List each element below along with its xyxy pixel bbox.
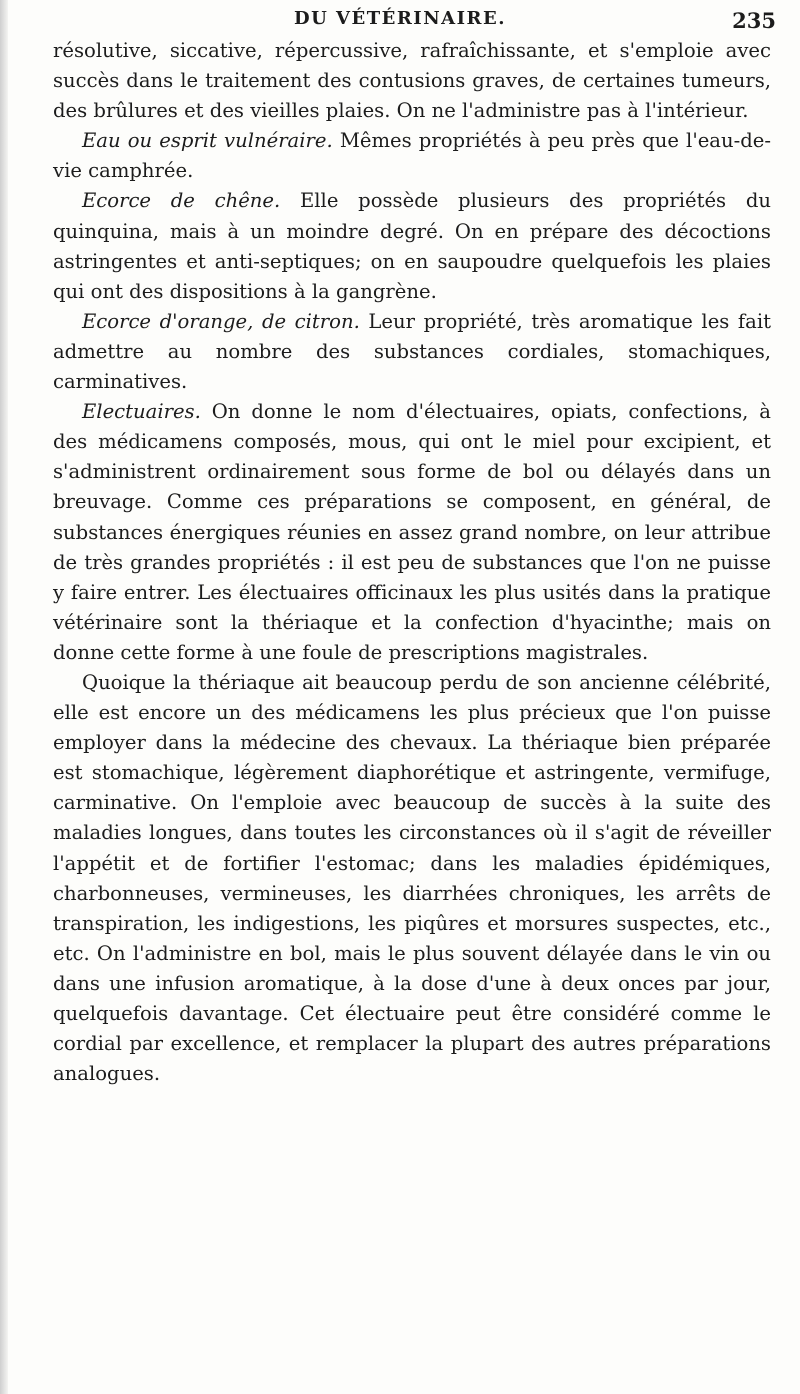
paragraph-eau-vulneraire (53, 126, 771, 186)
paragraph-text: résolutive, siccative, répercussive, rafraîchissante, et s'emploie avec succès dans le traitement des contusions graves, de certaines tumeurs, des brûlures et des vieilles plaies. On ne l'administre pas à l'intérieur. (53, 39, 771, 123)
running-head (0, 8, 800, 38)
running-title: DU VÉTÉRINAIRE. (293, 8, 507, 29)
paragraph-text: Leur propriété, très aromatique les fait admettre au nombre des substances cordiales, stomachiques, carminatives. (53, 309, 772, 394)
paragraph-text: Mêmes propriétés à peu près que l'eau-de-vie camphrée. (53, 129, 771, 183)
paragraph-theriaque (53, 668, 771, 1089)
entry-term: Ecorce de chêne. (82, 189, 281, 213)
page-gutter (0, 0, 8, 1394)
entry-term: Eau ou esprit vulnéraire. (82, 129, 333, 153)
page-number: 235 (732, 8, 776, 33)
paragraph-continuation (53, 36, 771, 126)
paragraph-text: On donne le nom d'électuaires, opiats, confections, à des médicamens composés, mous, qui ont le miel pour excipient, et s'administrent ordinairement sous forme de bol ou délayés dans un breuvage. Comme ces préparations se composent, en général, de substances énergiques réunies en assez grand nombre, on leur attribue de très grandes propriétés : il est peu de substances que l'on ne puisse y faire entrer. Les électuaires officinaux les plus usités dans la pratique vétérinaire sont la thériaque et la confection d'hyacinthe; mais on donne cette forme à une foule de prescriptions magistrales. (53, 400, 771, 664)
body-text (53, 36, 771, 1089)
paragraph-ecorce-chene (53, 186, 771, 306)
paragraph-ecorce-orange (53, 307, 771, 397)
paragraph-text: Quoique la thériaque ait beaucoup perdu de son ancienne célébrité, elle est encore un des médicamens les plus précieux que l'on puisse employer dans la médecine des chevaux. La thériaque bien préparée est stomachique, légèrement diaphorétique et astringente, vermifuge, carminative. On l'emploie avec beaucoup de succès à la suite des maladies longues, dans toutes les circonstances où il s'agit de réveiller l'appétit et de fortifier l'estomac; dans les maladies épidémiques, charbonneuses, vermineuses, les diarrhées chroniques, les arrêts de transpiration, les indigestions, les piqûres et morsures suspectes, etc., etc. On l'administre en bol, mais le plus souvent délayée dans le vin ou dans une infusion aromatique, à la dose d'une à deux onces par jour, quelquefois davantage. Cet électuaire peut être considéré comme le cordial par excellence, et remplacer la plupart des autres préparations analogues. (53, 670, 771, 1086)
entry-term: Ecorce d'orange, de citron. (82, 309, 360, 333)
paragraph-text: Elle possède plusieurs des propriétés du quinquina, mais à un moindre degré. On en prépare des décoctions astringentes et anti-septiques; on en saupoudre quelquefois les plaies qui ont des dispositions à la gangrène. (53, 189, 771, 303)
entry-term: Electuaires. (82, 400, 201, 424)
paragraph-electuaires (53, 397, 771, 668)
